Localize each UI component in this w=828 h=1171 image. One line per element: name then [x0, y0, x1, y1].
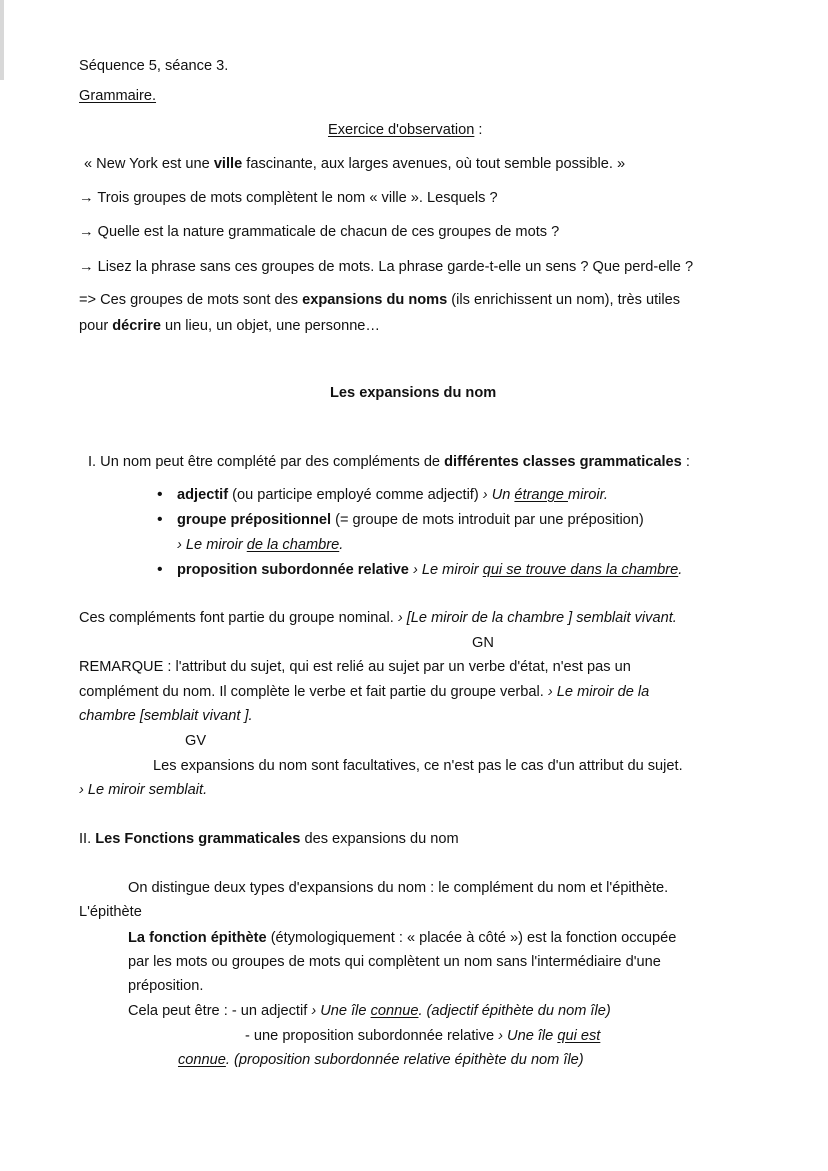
text-run: › Le miroir [412, 562, 483, 578]
text-run: Cela peut être : - un adjectif [128, 1003, 312, 1019]
text-run: groupe prépositionnel [177, 512, 332, 528]
text-run: › Le miroir [177, 537, 247, 553]
example-sentence [84, 154, 625, 174]
text-run: › Un [482, 487, 515, 503]
epithete-rel-2 [178, 1050, 584, 1070]
text-run: › [Le miroir de la chambre ] semblait vivant. [397, 610, 677, 626]
text-run: miroir. [567, 487, 608, 503]
section-2-title [79, 829, 459, 849]
text-run: (ils enrichissent un nom), très utiles [447, 292, 681, 308]
text-run: . (proposition subordonnée relative épithète du nom île) [225, 1052, 584, 1068]
exercise-title [328, 120, 482, 140]
text-run: . [678, 562, 683, 578]
gv-label [185, 731, 206, 751]
text-run: . (adjectif épithète du nom île) [418, 1003, 611, 1019]
text-run: => Ces groupes de mots sont des [79, 292, 303, 308]
bullet-relative [177, 560, 682, 580]
gn-label [472, 633, 494, 653]
bullet-icon: • [157, 561, 163, 578]
text-run: décrire [112, 318, 161, 334]
bullet-icon: • [157, 511, 163, 528]
text-run: « New York est une [84, 156, 214, 172]
epithete-adj [128, 1001, 611, 1021]
text-run: II. [79, 831, 96, 847]
text-run: préposition. [128, 978, 204, 994]
text-run: fascinante, aux larges avenues, où tout semble possible. » [242, 156, 626, 172]
bullet-adjectif [177, 485, 608, 505]
text-run: étrange [514, 487, 568, 503]
text-run: (étymologiquement : « placée à côté ») est la fonction occupée [266, 930, 677, 946]
text-run: On distingue deux types d'expansions du nom : le complément du nom et l'épithète. [128, 880, 669, 896]
text-run: pour [79, 318, 113, 334]
text-run: : [474, 122, 483, 138]
epithete-heading [79, 902, 142, 922]
subject-heading [79, 86, 156, 106]
text-run: GN [472, 635, 494, 651]
facultative-1 [153, 756, 683, 776]
text-run: Les Fonctions grammaticales [95, 831, 301, 847]
text-run: . [339, 537, 344, 553]
remark-1 [79, 657, 631, 677]
conclusion-2 [79, 316, 380, 336]
text-run: ville [213, 156, 243, 172]
text-run: REMARQUE : l'attribut du sujet, qui est relié au sujet par un verbe d'état, n'est pas un [79, 659, 631, 675]
text-run: qui est [557, 1028, 601, 1044]
text-run: L'épithète [79, 904, 142, 920]
remark-3 [79, 706, 253, 726]
text-run: › Une île [498, 1028, 558, 1044]
question-3 [79, 257, 693, 277]
bullet-groupe-prep [177, 510, 644, 530]
text-run: - une proposition subordonnée relative [245, 1028, 499, 1044]
text-run: → Lisez la phrase sans ces groupes de mots. La phrase garde-t-elle un sens ? Que perd-elle ? [79, 259, 694, 275]
sequence-heading [79, 56, 228, 76]
question-1 [79, 188, 498, 208]
text-run: Grammaire. [79, 88, 157, 104]
text-run: › Le miroir de la [547, 684, 650, 700]
page-edge [0, 0, 4, 80]
text-run: I. Un nom peut être complété par des compléments de [88, 454, 445, 470]
text-run: de la chambre [246, 537, 340, 553]
text-run: un lieu, un objet, une personne… [160, 318, 381, 334]
text-run: Séquence 5, séance 3. [79, 58, 229, 74]
text-run: connue [370, 1003, 419, 1019]
lesson-title [330, 383, 496, 403]
bullet-icon: • [157, 486, 163, 503]
epithete-def-3 [128, 976, 203, 996]
epithete-def-1 [128, 928, 676, 948]
conclusion-1 [79, 290, 680, 310]
gn-sentence [79, 608, 677, 628]
section-1-title [88, 452, 690, 472]
text-run: expansions du noms [302, 292, 448, 308]
types-intro [128, 878, 668, 898]
text-run: Exercice d'observation [328, 122, 475, 138]
bullet-groupe-prep-example [177, 535, 343, 555]
question-2 [79, 222, 559, 242]
text-run: Les expansions du nom sont facultatives, ce n'est pas le cas d'un attribut du sujet. [153, 758, 683, 774]
text-run: adjectif [177, 487, 229, 503]
text-run: Ces compléments font partie du groupe nominal. [79, 610, 398, 626]
text-run: chambre [semblait vivant ]. [79, 708, 253, 724]
text-run: Les expansions du nom [330, 385, 497, 401]
text-run: proposition subordonnée relative [177, 562, 409, 578]
text-run: GV [185, 733, 207, 749]
text-run: : [681, 454, 690, 470]
epithete-def-2 [128, 952, 661, 972]
text-run: complément du nom. Il complète le verbe et fait partie du groupe verbal. [79, 684, 548, 700]
text-run: (ou participe employé comme adjectif) [228, 487, 483, 503]
text-run: connue [178, 1052, 226, 1068]
epithete-rel-1 [245, 1026, 600, 1046]
text-run: qui se trouve dans la chambre [482, 562, 679, 578]
text-run: par les mots ou groupes de mots qui complètent un nom sans l'intermédiaire d'une [128, 954, 661, 970]
text-run: › Le miroir semblait. [79, 782, 208, 798]
remark-2 [79, 682, 649, 702]
facultative-2 [79, 780, 207, 800]
text-run: La fonction épithète [128, 930, 267, 946]
text-run: → Quelle est la nature grammaticale de chacun de ces groupes de mots ? [79, 224, 560, 240]
text-run: (= groupe de mots introduit par une préposition) [331, 512, 644, 528]
text-run: différentes classes grammaticales [444, 454, 682, 470]
text-run: des expansions du nom [300, 831, 459, 847]
text-run: → Trois groupes de mots complètent le nom « ville ». Lesquels ? [79, 190, 498, 206]
text-run: › Une île [311, 1003, 371, 1019]
